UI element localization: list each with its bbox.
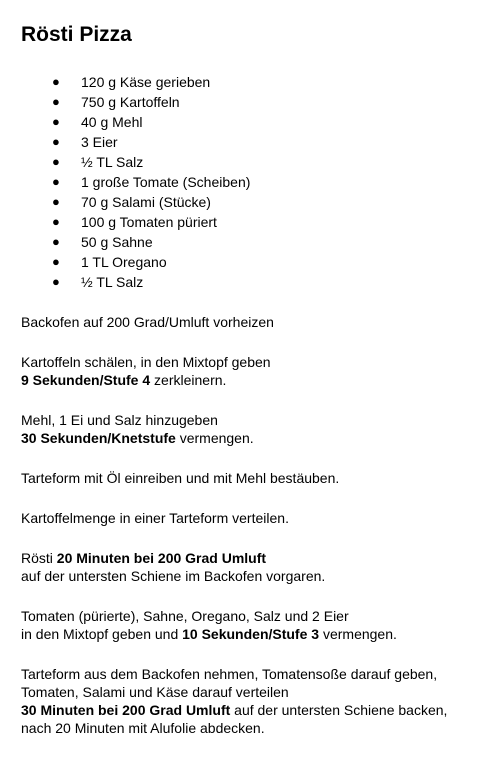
step-grease-form bbox=[21, 469, 481, 487]
ingredient-item bbox=[0, 232, 250, 252]
ingredient-text: 40 g Mehl bbox=[81, 114, 143, 130]
step-emphasis: 9 Sekunden/Stufe 4 bbox=[21, 372, 151, 388]
step-bake bbox=[21, 665, 481, 737]
step-text: nach 20 Minuten mit Alufolie abdecken. bbox=[21, 720, 265, 736]
ingredient-item bbox=[0, 112, 250, 132]
ingredient-text: 1 TL Oregano bbox=[81, 254, 167, 270]
ingredient-text: 3 Eier bbox=[81, 134, 118, 150]
step-emphasis: 10 Sekunden/Stufe 3 bbox=[182, 626, 320, 642]
step-sauce bbox=[21, 607, 481, 643]
step-text: auf der untersten Schiene im Backofen vorgaren. bbox=[21, 568, 326, 584]
step-line bbox=[21, 429, 481, 447]
bullet-icon: ● bbox=[52, 74, 60, 89]
step-emphasis: 20 Minuten bei 200 Grad Umluft bbox=[56, 550, 267, 566]
ingredient-item bbox=[0, 152, 250, 172]
ingredient-text: 750 g Kartoffeln bbox=[81, 94, 180, 110]
step-emphasis: 30 Minuten bei 200 Grad Umluft bbox=[21, 702, 231, 718]
ingredient-item bbox=[0, 212, 250, 232]
bullet-icon: ● bbox=[52, 114, 60, 129]
ingredient-item bbox=[0, 272, 250, 292]
step-text: Tomaten, Salami und Käse darauf verteilen bbox=[21, 684, 289, 700]
recipe-title: Rösti Pizza bbox=[21, 23, 132, 46]
step-text: Backofen auf 200 Grad/Umluft vorheizen bbox=[21, 314, 274, 330]
ingredient-item bbox=[0, 252, 250, 272]
ingredient-text: 50 g Sahne bbox=[81, 234, 153, 250]
bullet-icon: ● bbox=[52, 154, 60, 169]
step-text: Kartoffelmenge in einer Tarteform verteilen. bbox=[21, 510, 289, 526]
step-emphasis: 30 Sekunden/Knetstufe bbox=[21, 430, 176, 446]
step-line bbox=[21, 549, 481, 567]
step-text: in den Mixtopf geben und bbox=[21, 626, 183, 642]
step-line bbox=[21, 625, 481, 643]
ingredient-item bbox=[0, 92, 250, 112]
ingredient-item bbox=[0, 132, 250, 152]
ingredient-list bbox=[0, 72, 250, 292]
ingredient-item bbox=[0, 172, 250, 192]
bullet-icon: ● bbox=[52, 274, 60, 289]
instructions bbox=[21, 313, 481, 759]
step-preheat bbox=[21, 313, 481, 331]
ingredient-text: 100 g Tomaten püriert bbox=[81, 214, 217, 230]
step-text: Tomaten (pürierte), Sahne, Oregano, Salz und 2 Eier bbox=[21, 608, 349, 624]
ingredient-text: 70 g Salami (Stücke) bbox=[81, 194, 211, 210]
bullet-icon: ● bbox=[52, 94, 60, 109]
bullet-icon: ● bbox=[52, 254, 60, 269]
step-text: Rösti bbox=[21, 550, 57, 566]
bullet-icon: ● bbox=[52, 134, 60, 149]
ingredient-text: ½ TL Salz bbox=[81, 274, 144, 290]
bullet-icon: ● bbox=[52, 194, 60, 209]
bullet-icon: ● bbox=[52, 214, 60, 229]
step-potatoes bbox=[21, 353, 481, 389]
step-line bbox=[21, 701, 481, 719]
step-text: Tarteform aus dem Backofen nehmen, Tomatensoße darauf geben, bbox=[21, 666, 438, 682]
step-line bbox=[21, 371, 481, 389]
step-spread bbox=[21, 509, 481, 527]
step-text: auf der untersten Schiene backen, bbox=[230, 702, 448, 718]
step-text: Kartoffeln schälen, in den Mixtopf geben bbox=[21, 354, 271, 370]
step-text: vermengen. bbox=[319, 626, 397, 642]
ingredient-text: 1 große Tomate (Scheiben) bbox=[81, 174, 251, 190]
ingredient-item bbox=[0, 72, 250, 92]
step-text: Tarteform mit Öl einreiben und mit Mehl bestäuben. bbox=[21, 470, 340, 486]
bullet-icon: ● bbox=[52, 174, 60, 189]
step-flour-egg bbox=[21, 411, 481, 447]
ingredient-text: ½ TL Salz bbox=[81, 154, 144, 170]
step-text: vermengen. bbox=[175, 430, 254, 446]
ingredient-item bbox=[0, 192, 250, 212]
step-text: zerkleinern. bbox=[150, 372, 227, 388]
ingredient-text: 120 g Käse gerieben bbox=[81, 74, 211, 90]
step-text: Mehl, 1 Ei und Salz hinzugeben bbox=[21, 412, 218, 428]
bullet-icon: ● bbox=[52, 234, 60, 249]
step-prebake bbox=[21, 549, 481, 585]
